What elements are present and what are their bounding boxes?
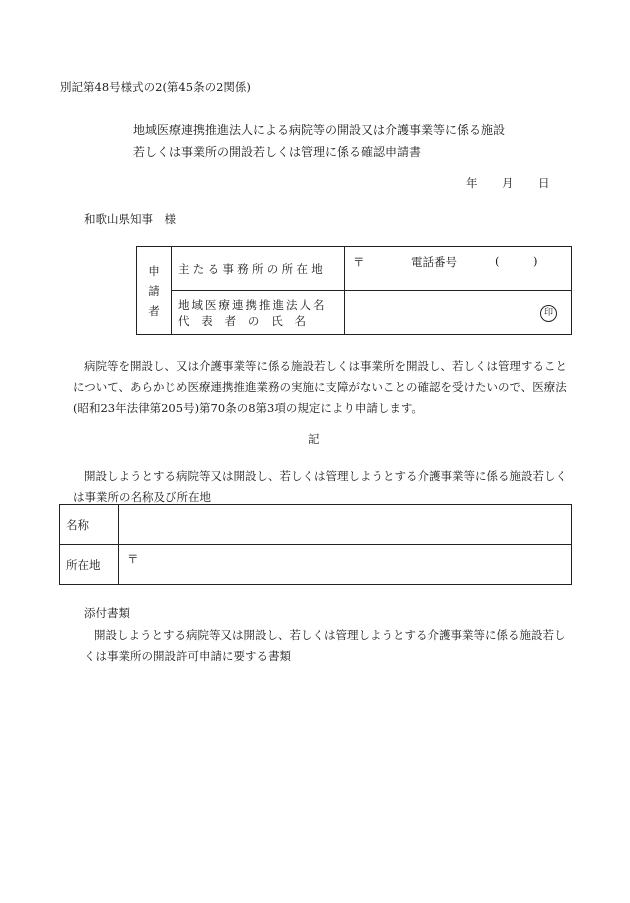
phone-paren-close: ) [533, 254, 538, 268]
applicant-table [136, 246, 572, 335]
facility-table [59, 504, 572, 585]
application-paragraph [73, 356, 575, 419]
title-line-1: 地域医療連携推進法人による病院等の開設又は介護事業等に係る施設 [133, 123, 506, 137]
facility-name-label: 名称 [60, 505, 119, 545]
paragraph-line-1: 病院等を開設し、又は介護事業等に係る施設若しくは事業所を開設し、若しくは管理すること [84, 359, 567, 373]
facility-location-field[interactable] [119, 545, 572, 585]
ki-heading: 記 [308, 432, 320, 446]
office-address-field[interactable] [345, 247, 572, 291]
document-title [133, 119, 505, 163]
title-line-2: 若しくは事業所の開設若しくは管理に係る確認申請書 [133, 145, 422, 159]
applicant-side-label [137, 247, 172, 335]
representative-label [172, 291, 345, 335]
addressee: 和歌山県知事 様 [84, 212, 176, 226]
date-day-label: 日 [538, 176, 550, 190]
item-line-1: 開設しようとする病院等又は開設し、若しくは管理しようとする介護事業等に係る施設若しく [84, 469, 567, 483]
facility-location-label: 所在地 [60, 545, 119, 585]
paragraph-line-2: について、あらかじめ医療連携推進業務の実施に支障がないことの確認を受けたいので、医療法 [73, 380, 567, 394]
seal-mark: 印 [540, 305, 557, 322]
side-char-2: 請 [148, 283, 160, 298]
attachments-description [84, 625, 574, 667]
paragraph-line-3: (昭和23年法律第205号)第70条の8第3項の規定により申請します。 [73, 401, 423, 415]
phone-paren-open: ( [495, 254, 500, 268]
side-char-1: 申 [148, 263, 160, 278]
attachments-line-1: 開設しようとする病院等又は開設し、若しくは管理しようとする介護事業等に係る施設若し [94, 628, 566, 642]
date-month-label: 月 [502, 176, 514, 190]
postal-mark: 〒 [127, 552, 139, 566]
side-char-3: 者 [148, 303, 160, 318]
facility-name-field[interactable] [119, 505, 572, 545]
attachments-line-2: くは事業所の開設許可申請に要する書類 [84, 649, 291, 663]
representative-field[interactable] [345, 291, 572, 335]
postal-mark: 〒 [353, 255, 365, 269]
representative-name-label: 代表者の氏名 [178, 313, 318, 328]
item-line-2: は事業所の名称及び所在地 [73, 490, 211, 504]
form-number: 別記第48号様式の2(第45条の2関係) [60, 80, 251, 94]
item-description [73, 466, 575, 508]
phone-label: 電話番号 [411, 255, 457, 269]
office-address-label: 主たる事務所の所在地 [172, 247, 345, 291]
corporation-name-label: 地域医療連携推進法人名 [178, 297, 327, 312]
attachments-heading: 添付書類 [84, 606, 130, 620]
date-year-label: 年 [466, 176, 478, 190]
